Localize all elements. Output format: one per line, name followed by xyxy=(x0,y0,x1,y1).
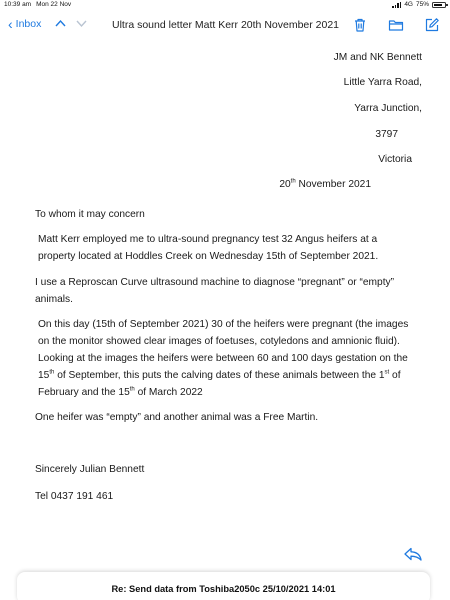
status-time: 10:39 am xyxy=(4,1,32,8)
mail-nav-bar xyxy=(0,11,450,41)
address-postcode: 3797 xyxy=(375,129,398,140)
paragraph-3: On this day (15th of September 2021) 30 of the heifers were pregnant (the images on the monitor showed clear images of foetuses, cotyledons and amnionic fluid). Looking at the images the heifers were between 60 and 100 days gestation on the 15th of September, this puts the calving dates of these animals between the 1st of February and the 15th of March 2022 xyxy=(38,319,409,398)
thread-message-card[interactable]: Re: Send data from Toshiba2050c 25/10/2021 14:01 xyxy=(17,572,430,600)
folder-icon[interactable] xyxy=(388,17,404,33)
chevron-up-icon[interactable] xyxy=(54,17,67,30)
status-right xyxy=(392,1,446,8)
paragraph-2: I use a Reproscan Curve ultrasound machine to diagnose “pregnant” or “empty” animals. xyxy=(35,277,395,305)
nav-actions xyxy=(352,17,440,33)
status-bar xyxy=(0,0,450,11)
network-label: 4G xyxy=(404,1,413,8)
battery-percent: 75% xyxy=(415,1,429,8)
back-label: Inbox xyxy=(15,18,42,30)
message-nav-arrows xyxy=(54,17,88,30)
battery-icon xyxy=(432,2,446,8)
chevron-left-icon: ‹ xyxy=(8,16,13,32)
address-line: Little Yarra Road, xyxy=(343,77,422,88)
back-to-inbox-button[interactable] xyxy=(8,18,41,30)
status-date: Mon 22 Nov xyxy=(36,1,72,8)
battery-fill xyxy=(434,4,442,6)
address-line: JM and NK Bennett xyxy=(333,52,422,63)
compose-icon[interactable] xyxy=(424,17,440,33)
signoff: Sincerely Julian Bennett xyxy=(35,464,145,475)
trash-icon[interactable] xyxy=(352,17,368,33)
message-subject: Ultra sound letter Matt Kerr 20th November 2021 xyxy=(112,19,340,31)
status-left xyxy=(4,1,71,8)
address-state: Victoria xyxy=(378,154,412,165)
signal-icon xyxy=(392,2,401,8)
reply-icon[interactable] xyxy=(403,546,423,562)
salutation: To whom it may concern xyxy=(35,209,145,220)
letter-body xyxy=(0,41,450,571)
paragraph-1: Matt Kerr employed me to ultra-sound pregnancy test 32 Angus heifers at a property located at Hoddles Creek on Wednesday 15th of September 2021. xyxy=(38,234,379,262)
paragraph-4: One heifer was “empty” and another animal was a Free Martin. xyxy=(35,412,319,423)
phone-number: Tel 0437 191 461 xyxy=(35,491,114,502)
letter-date: 20th November 2021 xyxy=(279,178,371,190)
address-line: Yarra Junction, xyxy=(354,103,422,114)
chevron-down-icon[interactable] xyxy=(75,17,88,30)
